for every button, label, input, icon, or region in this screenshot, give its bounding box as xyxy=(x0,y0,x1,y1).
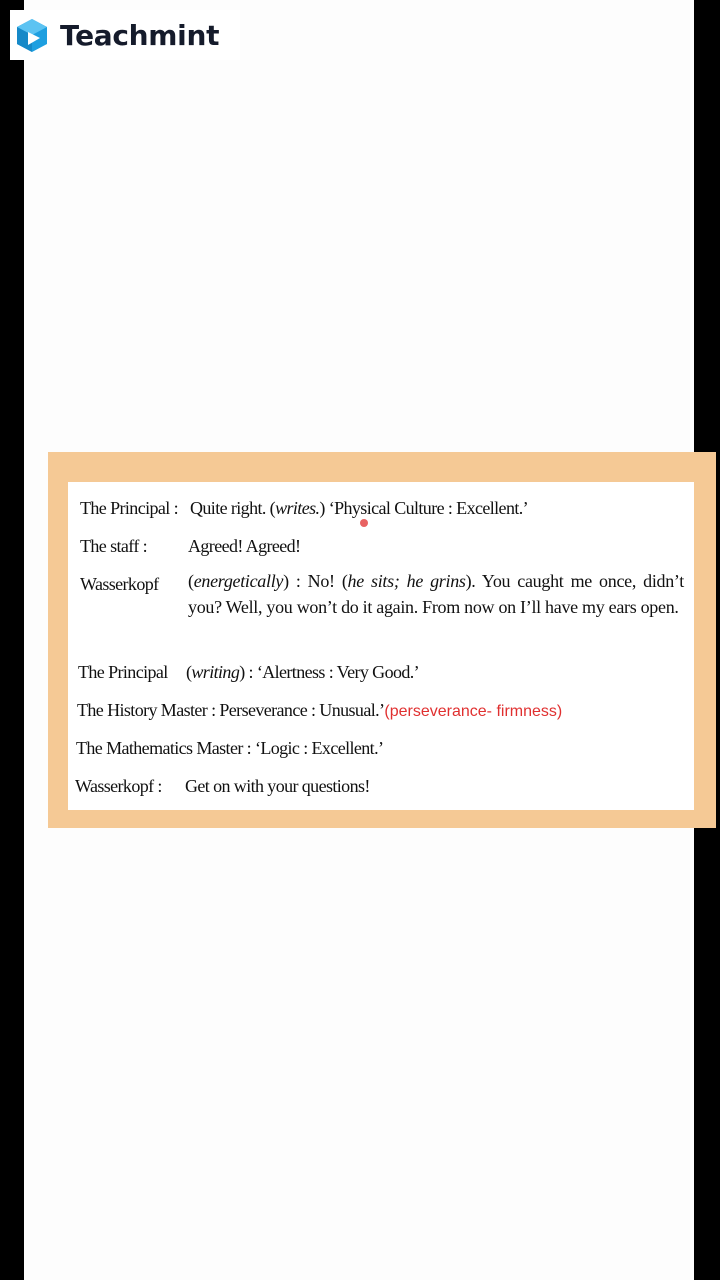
speaker-label: The staff : xyxy=(80,536,148,556)
speaker-label: Wasserkopf xyxy=(80,574,159,594)
speech-text: The Mathematics Master : ‘Logic : Excellent.’ xyxy=(76,738,384,758)
play-cube-icon xyxy=(14,17,50,53)
speech-text: Get on with your questions! xyxy=(185,776,370,796)
video-page xyxy=(24,0,694,1280)
speaker-label: The Principal xyxy=(78,662,168,682)
dialogue-line-history-master xyxy=(77,700,562,721)
brand-logo xyxy=(10,10,240,60)
vocabulary-gloss: (perseverance- firmness) xyxy=(384,703,563,720)
dialogue-line-mathematics-master xyxy=(76,738,383,759)
speaker-label: The Principal : xyxy=(80,498,178,518)
dialogue-line-wasserkopf-1-speech: (energetically) : No! (he sits; he grins). You caught me once, didn’t you? Well, you won’t do it again. From now on I’ll have my ears open. xyxy=(188,571,684,617)
speech-text: The History Master : Perseverance : Unusual.’ xyxy=(77,700,385,720)
speaker-label: Wasserkopf : xyxy=(75,776,162,796)
laser-pointer-dot xyxy=(360,519,368,527)
speech-text: (writing) : ‘Alertness : Very Good.’ xyxy=(186,662,420,682)
brand-name: Teachmint xyxy=(60,18,220,52)
speech-text: Quite right. (writes.) ‘Physical Culture : Excellent.’ xyxy=(190,498,529,518)
speech-text: Agreed! Agreed! xyxy=(188,536,301,556)
textbook-frame xyxy=(48,452,716,828)
dialogue-line-wasserkopf-1-speaker xyxy=(80,574,159,595)
textbook-excerpt xyxy=(68,482,694,810)
